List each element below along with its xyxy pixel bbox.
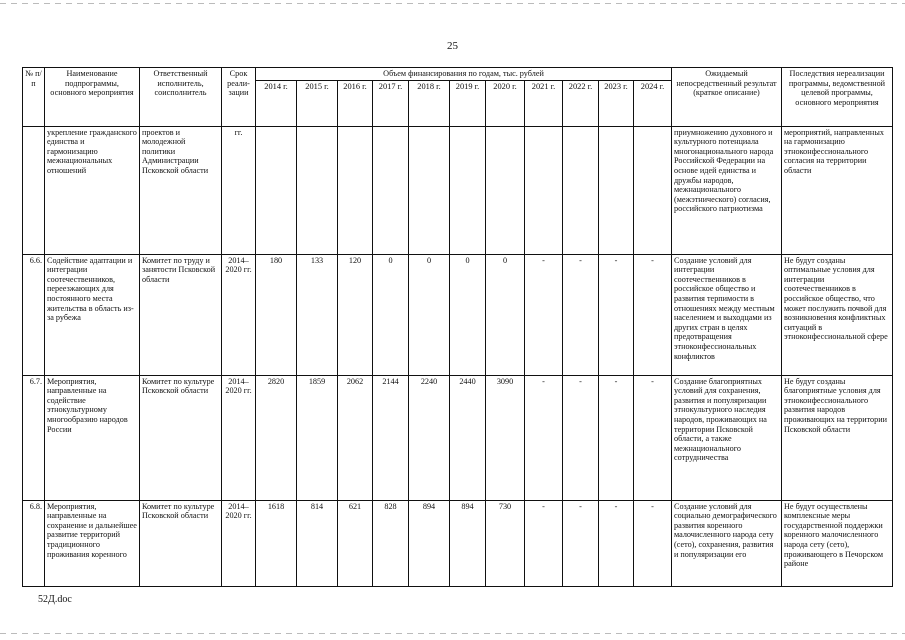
row-expected: Создание условий для интеграции соотечественников в российское общество и развития терпимости в отношениях между местным населением и выходцами из других стран в целях предотвращения этноконфессиональных конфликтов bbox=[672, 254, 782, 375]
col-header-term: Срок реали-зации bbox=[222, 68, 256, 127]
row-value bbox=[525, 126, 563, 254]
row-responsible: проектов и молодежной политики Администрации Псковской области bbox=[140, 126, 222, 254]
program-table bbox=[22, 67, 893, 587]
year-header: 2023 г. bbox=[599, 80, 634, 126]
year-header: 2019 г. bbox=[450, 80, 486, 126]
table-row bbox=[23, 126, 893, 254]
col-header-responsible: Ответственный исполнитель, соисполнитель bbox=[140, 68, 222, 127]
row-value: 2240 bbox=[409, 375, 450, 500]
scan-artifact-bottom bbox=[0, 633, 905, 634]
row-no: 6.6. bbox=[23, 254, 45, 375]
year-header: 2018 г. bbox=[409, 80, 450, 126]
row-value bbox=[409, 126, 450, 254]
footer-filename: 52Д.doc bbox=[38, 594, 72, 605]
row-value bbox=[297, 126, 338, 254]
row-value: - bbox=[525, 375, 563, 500]
row-consequences: Не будут созданы оптимальные условия для интеграции соотечественников в российское общество, что может послужить почвой для возникновения конфликтных ситуаций в этноконфессиональной сфере bbox=[782, 254, 893, 375]
row-value: - bbox=[634, 375, 672, 500]
header-row-1 bbox=[23, 68, 893, 81]
row-consequences: Не будут осуществлены комплексные меры государственной поддержки коренного малочисленного народа сету (сето), проживающего в Печорском районе bbox=[782, 500, 893, 586]
row-value: - bbox=[634, 254, 672, 375]
row-value: 621 bbox=[338, 500, 373, 586]
row-expected: Создание условий для социально демографического развития коренного малочисленного народа сету (сето), сохранения, развития и популяризации его bbox=[672, 500, 782, 586]
row-value bbox=[599, 126, 634, 254]
row-value: 828 bbox=[373, 500, 409, 586]
row-value: 0 bbox=[450, 254, 486, 375]
row-responsible: Комитет по культуре Псковской области bbox=[140, 500, 222, 586]
col-header-no: № п/п bbox=[23, 68, 45, 127]
row-value bbox=[338, 126, 373, 254]
col-header-name: Наименование подпрограммы, основного мероприятия bbox=[45, 68, 140, 127]
col-header-financing: Объем финансирования по годам, тыс. рублей bbox=[256, 68, 672, 81]
row-name: Мероприятия, направленные на содействие этнокультурному многообразию народов России bbox=[45, 375, 140, 500]
row-term: гг. bbox=[222, 126, 256, 254]
row-responsible: Комитет по культуре Псковской области bbox=[140, 375, 222, 500]
row-value: - bbox=[599, 500, 634, 586]
row-value: 2440 bbox=[450, 375, 486, 500]
row-value: - bbox=[563, 375, 599, 500]
row-expected: Создание благоприятных условий для сохранения, развития и популяризации этнокультурного наследия народов, проживающих на территории Псковской области, а также межнационального сотрудничества bbox=[672, 375, 782, 500]
row-no: 6.7. bbox=[23, 375, 45, 500]
row-value: 730 bbox=[486, 500, 525, 586]
table-row bbox=[23, 254, 893, 375]
row-value: 894 bbox=[409, 500, 450, 586]
year-header: 2014 г. bbox=[256, 80, 297, 126]
row-value: - bbox=[525, 500, 563, 586]
row-name: Мероприятия, направленные на сохранение и дальнейшее развитие территорий традиционного проживания коренного bbox=[45, 500, 140, 586]
row-value bbox=[256, 126, 297, 254]
col-header-expected: Ожидаемый непосредственный результат (краткое описание) bbox=[672, 68, 782, 127]
year-header: 2024 г. bbox=[634, 80, 672, 126]
row-value: 120 bbox=[338, 254, 373, 375]
row-term: 2014–2020 гг. bbox=[222, 254, 256, 375]
row-value: 894 bbox=[450, 500, 486, 586]
row-term: 2014–2020 гг. bbox=[222, 500, 256, 586]
row-value: 1859 bbox=[297, 375, 338, 500]
row-expected: приумножению духовного и культурного потенциала многонационального народа Российской Федерации на основе идей единства и дружбы народов, межнационального (межэтнического) согласия, российского патриотизма bbox=[672, 126, 782, 254]
row-no: 6.8. bbox=[23, 500, 45, 586]
row-value bbox=[450, 126, 486, 254]
row-consequences: мероприятий, направленных на гармонизацию этноконфессионального согласия на территории области bbox=[782, 126, 893, 254]
scan-artifact-top bbox=[0, 3, 905, 4]
row-value bbox=[634, 126, 672, 254]
row-responsible: Комитет по труду и занятости Псковской области bbox=[140, 254, 222, 375]
row-value: 2820 bbox=[256, 375, 297, 500]
table-row bbox=[23, 375, 893, 500]
row-term: 2014–2020 гг. bbox=[222, 375, 256, 500]
row-consequences: Не будут созданы благоприятные условия для этноконфессионального развития народов проживающих на территории Псковской области bbox=[782, 375, 893, 500]
table-row bbox=[23, 500, 893, 586]
row-value: 133 bbox=[297, 254, 338, 375]
year-header: 2022 г. bbox=[563, 80, 599, 126]
row-value: 2062 bbox=[338, 375, 373, 500]
year-header: 2016 г. bbox=[338, 80, 373, 126]
row-value: 0 bbox=[486, 254, 525, 375]
col-header-consequences: Последствия нереализации программы, ведомственной целевой программы, основного мероприятия bbox=[782, 68, 893, 127]
row-value: - bbox=[563, 254, 599, 375]
year-header: 2015 г. bbox=[297, 80, 338, 126]
row-value bbox=[486, 126, 525, 254]
year-header: 2017 г. bbox=[373, 80, 409, 126]
row-value: 0 bbox=[409, 254, 450, 375]
row-name: Содействие адаптации и интеграции соотечественников, переезжающих для постоянного места жительства в область из-за рубежа bbox=[45, 254, 140, 375]
year-header: 2020 г. bbox=[486, 80, 525, 126]
row-value: - bbox=[525, 254, 563, 375]
row-value: 3090 bbox=[486, 375, 525, 500]
row-no bbox=[23, 126, 45, 254]
row-value bbox=[373, 126, 409, 254]
row-value bbox=[563, 126, 599, 254]
year-header: 2021 г. bbox=[525, 80, 563, 126]
page-number: 25 bbox=[447, 40, 458, 52]
row-name: укрепление гражданского единства и гармонизацию межнациональных отношений bbox=[45, 126, 140, 254]
row-value: 814 bbox=[297, 500, 338, 586]
row-value: - bbox=[563, 500, 599, 586]
row-value: - bbox=[599, 375, 634, 500]
row-value: 1618 bbox=[256, 500, 297, 586]
row-value: 2144 bbox=[373, 375, 409, 500]
row-value: 0 bbox=[373, 254, 409, 375]
row-value: 180 bbox=[256, 254, 297, 375]
row-value: - bbox=[599, 254, 634, 375]
row-value: - bbox=[634, 500, 672, 586]
